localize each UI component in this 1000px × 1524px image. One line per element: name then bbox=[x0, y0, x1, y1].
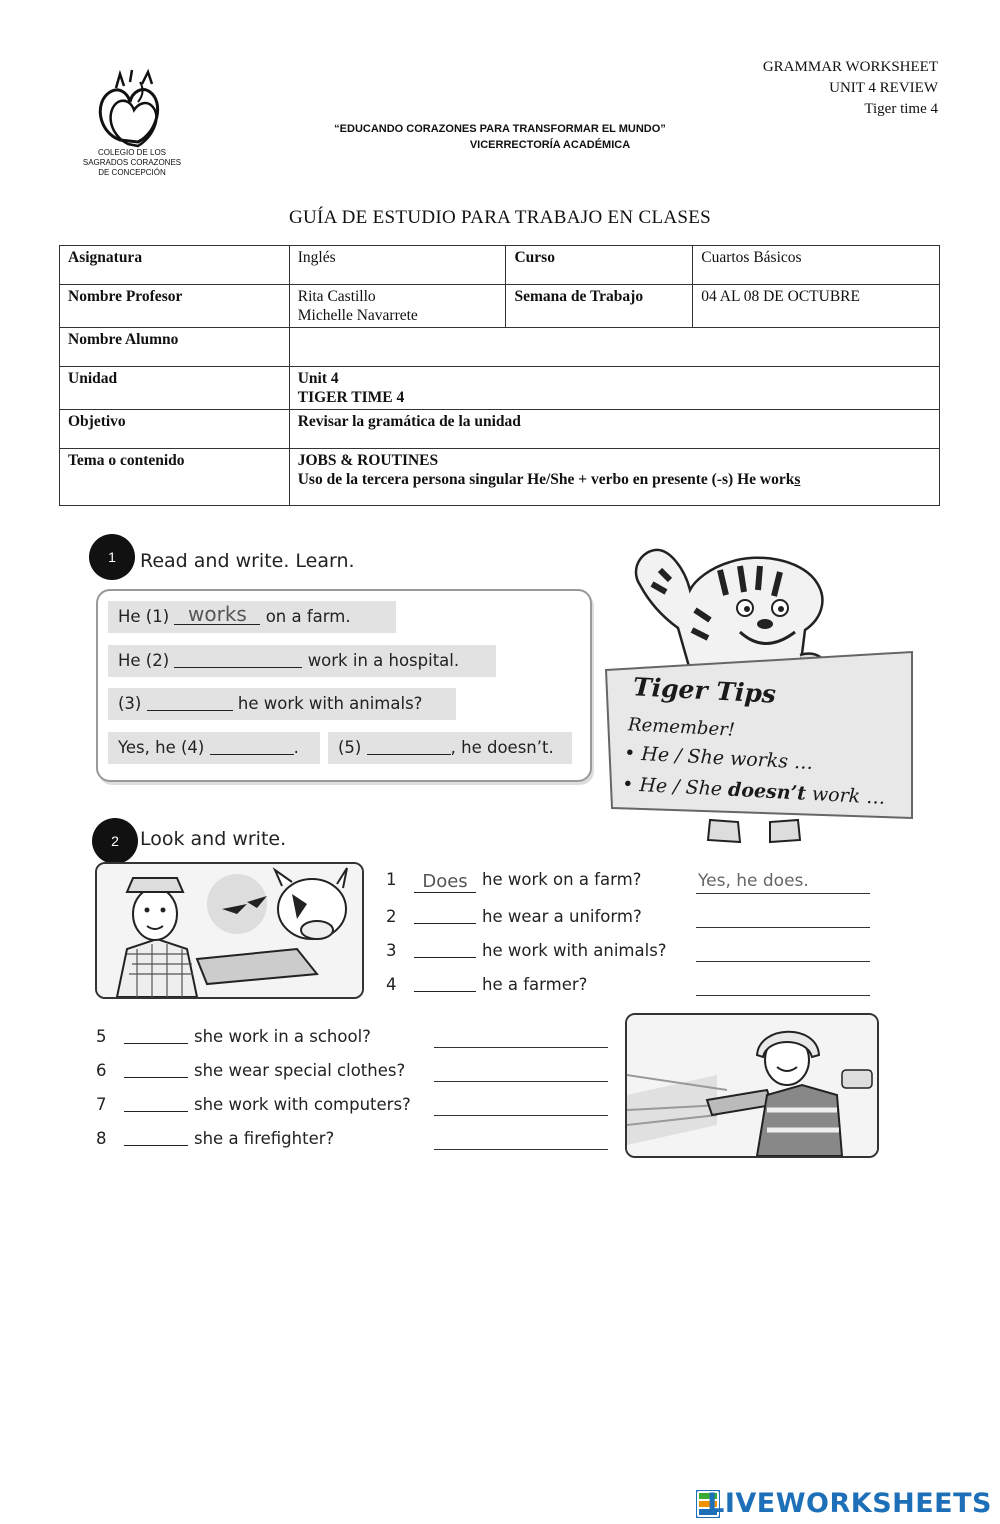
question-reply-input[interactable] bbox=[434, 1125, 608, 1150]
alumno-input[interactable] bbox=[289, 328, 939, 367]
tema-label: Tema o contenido bbox=[60, 449, 290, 506]
semana-value: 04 AL 08 DE OCTUBRE bbox=[693, 285, 940, 328]
row-3-answer-input[interactable] bbox=[147, 690, 233, 711]
profesor-value bbox=[289, 285, 506, 328]
question-text: he wear a uniform? bbox=[482, 907, 642, 926]
school-name-line-3: DE CONCEPCIÓN bbox=[98, 168, 166, 177]
exercise-1-number: 1 bbox=[89, 534, 135, 580]
question-row bbox=[96, 1123, 334, 1149]
question-row bbox=[386, 867, 641, 893]
worksheet-header bbox=[763, 57, 938, 120]
question-row bbox=[386, 935, 667, 961]
question-text: she a firefighter? bbox=[194, 1129, 335, 1148]
tips-line-2-suffix: work … bbox=[805, 782, 886, 809]
school-name-line-2: SAGRADOS CORAZONES bbox=[82, 158, 182, 167]
profesor-name-1: Rita Castillo bbox=[297, 288, 376, 305]
question-number: 1 bbox=[386, 870, 397, 889]
question-number: 3 bbox=[386, 941, 397, 960]
curso-value: Cuartos Básicos bbox=[693, 246, 940, 285]
tema-line-2 bbox=[298, 470, 931, 489]
question-row bbox=[96, 1055, 405, 1081]
row-5-answer-input[interactable] bbox=[367, 734, 451, 755]
question-row bbox=[386, 901, 642, 927]
row-3-suffix: he work with animals? bbox=[237, 694, 423, 713]
row-1-suffix: on a farm. bbox=[265, 607, 351, 626]
question-text: she work in a school? bbox=[194, 1027, 371, 1046]
school-name-line-1: COLEGIO DE LOS bbox=[97, 148, 167, 157]
question-answer-input[interactable]: Does bbox=[414, 872, 476, 893]
tema-line-1: JOBS & ROUTINES bbox=[297, 452, 439, 469]
tiger-tips-line-1: • He / She works … bbox=[623, 742, 814, 774]
question-number: 2 bbox=[386, 907, 397, 926]
question-reply-input[interactable] bbox=[696, 971, 870, 996]
asignatura-label: Asignatura bbox=[60, 246, 290, 285]
objetivo-label: Objetivo bbox=[60, 410, 290, 449]
row-1-prefix: He (1) bbox=[118, 607, 170, 626]
question-text: she wear special clothes? bbox=[194, 1061, 406, 1080]
question-reply-input[interactable] bbox=[696, 903, 870, 928]
tips-line-2-bold: doesn’t bbox=[727, 778, 807, 805]
unidad-value bbox=[289, 367, 939, 410]
question-number: 8 bbox=[96, 1129, 107, 1148]
exercise-1-instruction: Read and write. Learn. bbox=[140, 550, 355, 572]
asignatura-value: Inglés bbox=[289, 246, 506, 285]
worksheet-book: Tiger time 4 bbox=[864, 101, 938, 117]
question-reply-input[interactable] bbox=[434, 1023, 608, 1048]
table-row bbox=[60, 367, 940, 410]
tips-line-2-prefix: • He / She bbox=[621, 773, 729, 801]
question-answer-input[interactable] bbox=[124, 1023, 188, 1044]
semana-label: Semana de Trabajo bbox=[506, 285, 693, 328]
profesor-name-2: Michelle Navarrete bbox=[297, 307, 418, 324]
exercise-1-row-2 bbox=[108, 645, 496, 677]
row-4-answer-input[interactable] bbox=[210, 734, 294, 755]
unidad-label: Unidad bbox=[60, 367, 290, 410]
row-2-suffix: work in a hospital. bbox=[307, 651, 460, 670]
page-title: GUÍA DE ESTUDIO PARA TRABAJO EN CLASES bbox=[288, 207, 712, 228]
objetivo-value: Revisar la gramática de la unidad bbox=[289, 410, 939, 449]
row-4b-prefix: (5) bbox=[338, 738, 362, 757]
unidad-line-2: TIGER TIME 4 bbox=[297, 389, 405, 406]
tema-line-2-suffix: s bbox=[794, 471, 801, 488]
exercise-2-instruction: Look and write. bbox=[140, 828, 287, 850]
table-row bbox=[60, 449, 940, 506]
question-answer-input[interactable] bbox=[414, 937, 476, 958]
table-row bbox=[60, 246, 940, 285]
question-reply-input[interactable] bbox=[434, 1091, 608, 1116]
row-3-prefix: (3) bbox=[118, 694, 142, 713]
question-text: he work on a farm? bbox=[482, 870, 642, 889]
question-row bbox=[386, 969, 587, 995]
row-2-prefix: He (2) bbox=[118, 651, 170, 670]
tiger-tips-title: Tiger Tips bbox=[632, 672, 777, 709]
question-reply-input[interactable] bbox=[434, 1057, 608, 1082]
question-reply-input[interactable]: Yes, he does. bbox=[696, 869, 870, 894]
question-number: 5 bbox=[96, 1027, 107, 1046]
question-reply-input[interactable] bbox=[696, 937, 870, 962]
department-name: VICERRECTORÍA ACADÉMICA bbox=[469, 139, 631, 151]
question-answer-input[interactable] bbox=[124, 1091, 188, 1112]
question-text: he a farmer? bbox=[482, 975, 588, 994]
farmer-cow-icon bbox=[97, 864, 362, 997]
school-motto: “EDUCANDO CORAZONES PARA TRANSFORMAR EL MUNDO” bbox=[334, 123, 666, 135]
question-answer-input[interactable] bbox=[414, 903, 476, 924]
question-text: she work with computers? bbox=[194, 1095, 411, 1114]
row-4a-prefix: Yes, he (4) bbox=[118, 738, 205, 757]
tiger-tips-remember: Remember! bbox=[627, 714, 736, 741]
exercise-1-row-4b bbox=[328, 732, 572, 764]
question-row bbox=[96, 1021, 371, 1047]
question-answer-input[interactable] bbox=[124, 1125, 188, 1146]
tema-line-2-text: Uso de la tercera persona singular He/She + verbo en presente (-s) He work bbox=[297, 471, 795, 488]
exercise-1-row-3 bbox=[108, 688, 456, 720]
table-row bbox=[60, 328, 940, 367]
question-number: 6 bbox=[96, 1061, 107, 1080]
info-table bbox=[59, 245, 940, 506]
exercise-1-row-1 bbox=[108, 601, 396, 633]
tema-value bbox=[289, 449, 939, 506]
unidad-line-1: Unit 4 bbox=[297, 370, 339, 387]
row-4a-suffix: . bbox=[293, 738, 299, 757]
row-2-answer-input[interactable] bbox=[174, 647, 302, 668]
question-number: 7 bbox=[96, 1095, 107, 1114]
farmer-picture bbox=[95, 862, 364, 999]
curso-label: Curso bbox=[506, 246, 693, 285]
profesor-label: Nombre Profesor bbox=[60, 285, 290, 328]
table-row bbox=[60, 410, 940, 449]
exercise-2-number: 2 bbox=[92, 818, 138, 864]
row-1-answer-input[interactable]: works bbox=[174, 604, 260, 625]
question-answer-input[interactable] bbox=[414, 971, 476, 992]
worksheet-type: GRAMMAR WORKSHEET bbox=[762, 59, 938, 75]
exercise-1-row-4a bbox=[108, 732, 320, 764]
liveworksheets-logo: LIVEWORKSHEETS bbox=[707, 1488, 992, 1519]
question-number: 4 bbox=[386, 975, 397, 994]
table-row bbox=[60, 285, 940, 328]
question-answer-input[interactable] bbox=[124, 1057, 188, 1078]
firefighter-icon bbox=[627, 1015, 877, 1156]
question-text: he work with animals? bbox=[482, 941, 667, 960]
question-row bbox=[96, 1089, 411, 1115]
worksheet-unit: UNIT 4 REVIEW bbox=[829, 80, 938, 96]
alumno-label: Nombre Alumno bbox=[60, 328, 290, 367]
firefighter-picture bbox=[625, 1013, 879, 1158]
row-4b-suffix: , he doesn’t. bbox=[450, 738, 554, 757]
